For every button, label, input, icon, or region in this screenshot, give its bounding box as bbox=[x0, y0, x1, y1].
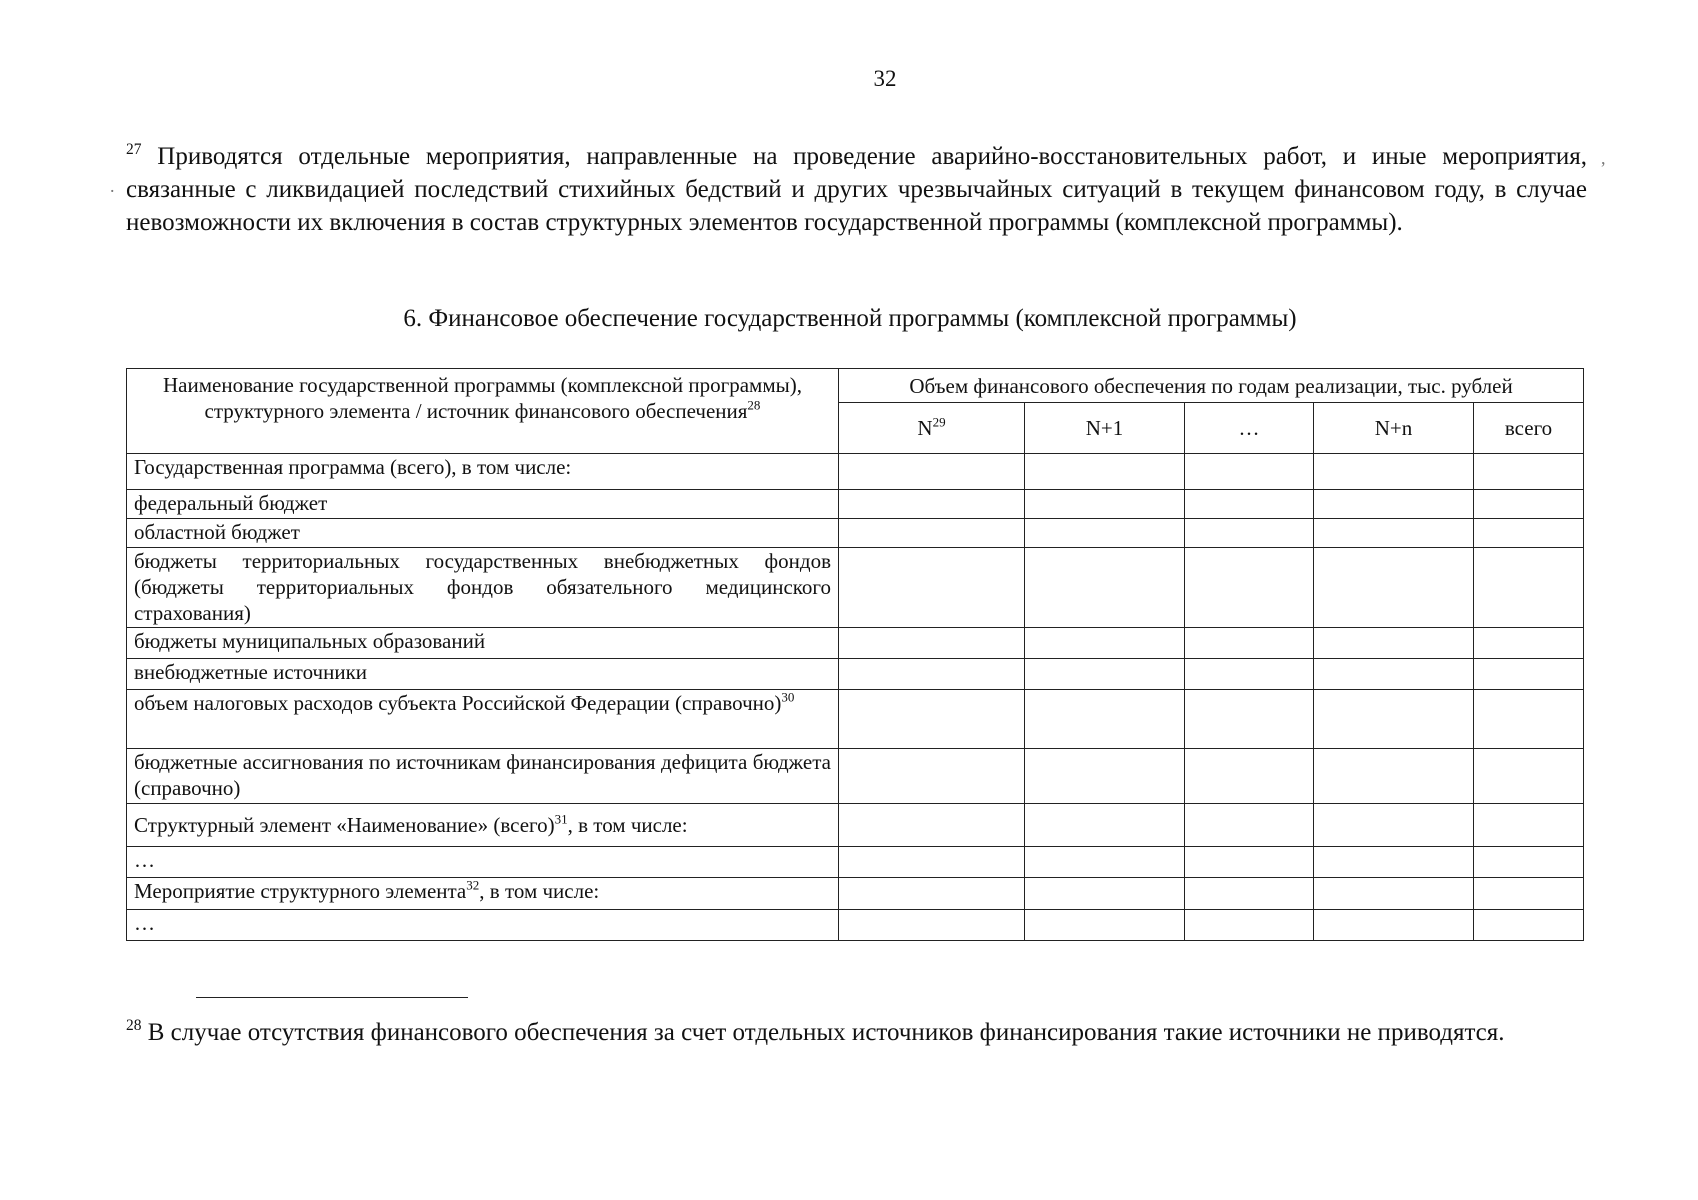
value-cell bbox=[839, 847, 1025, 878]
scan-speck: . bbox=[110, 176, 115, 196]
value-cell bbox=[1474, 454, 1584, 490]
value-cell bbox=[1314, 519, 1474, 548]
value-cell bbox=[1474, 847, 1584, 878]
table-row bbox=[127, 519, 1584, 548]
footnote-28 bbox=[126, 1016, 1587, 1049]
value-cell bbox=[1025, 847, 1185, 878]
value-cell bbox=[1185, 548, 1314, 628]
value-cell bbox=[1025, 659, 1185, 690]
year-header bbox=[1025, 403, 1185, 454]
row-label bbox=[127, 548, 839, 628]
value-cell bbox=[1185, 659, 1314, 690]
row-label bbox=[127, 749, 839, 804]
row-label-text: Мероприятие структурного элемента bbox=[134, 879, 467, 903]
table-row bbox=[127, 690, 1584, 749]
value-cell bbox=[1025, 519, 1185, 548]
row-label bbox=[127, 690, 839, 749]
value-cell bbox=[839, 804, 1025, 847]
year-header bbox=[1314, 403, 1474, 454]
value-cell bbox=[1474, 878, 1584, 910]
value-cell bbox=[1185, 490, 1314, 519]
footnote-marker: 27 bbox=[126, 140, 142, 158]
row-label bbox=[127, 659, 839, 690]
value-cell bbox=[1025, 749, 1185, 804]
value-cell bbox=[1314, 910, 1474, 941]
financing-table bbox=[126, 368, 1584, 941]
table-row bbox=[127, 548, 1584, 628]
value-cell bbox=[1474, 659, 1584, 690]
value-cell bbox=[1474, 490, 1584, 519]
footnote-marker: 28 bbox=[126, 1016, 142, 1034]
value-cell bbox=[839, 548, 1025, 628]
year-header-text: всего bbox=[1504, 416, 1553, 440]
table-row bbox=[127, 749, 1584, 804]
value-cell bbox=[839, 749, 1025, 804]
value-cell bbox=[1314, 490, 1474, 519]
row-label bbox=[127, 490, 839, 519]
value-cell bbox=[1474, 519, 1584, 548]
name-column-header bbox=[127, 369, 839, 454]
row-label-text: объем налоговых расходов субъекта Российской Федерации (справочно) bbox=[134, 691, 782, 715]
row-label-tail: , в том числе: bbox=[567, 813, 688, 837]
row-label bbox=[127, 628, 839, 659]
footnote-text: В случае отсутствия финансового обеспечения за счет отдельных источников финансирования такие источники не приводятся. bbox=[147, 1019, 1505, 1046]
page-number: 32 bbox=[873, 66, 897, 91]
table-header-row bbox=[127, 369, 1584, 403]
value-cell bbox=[1314, 878, 1474, 910]
row-label bbox=[127, 878, 839, 910]
name-header-text: Наименование государственной программы (комплексной программы), структурного элемента / источник финансового обеспечения bbox=[163, 373, 802, 423]
value-cell bbox=[1474, 548, 1584, 628]
table-row bbox=[127, 454, 1584, 490]
year-header-text: … bbox=[1238, 416, 1260, 440]
table-row bbox=[127, 628, 1584, 659]
year-header-sup: 29 bbox=[932, 414, 946, 430]
value-cell bbox=[1185, 519, 1314, 548]
row-label-text: федеральный бюджет bbox=[134, 491, 328, 515]
row-label-text: бюджеты муниципальных образований bbox=[134, 629, 486, 653]
year-header bbox=[1185, 403, 1314, 454]
value-cell bbox=[1474, 628, 1584, 659]
value-cell bbox=[1185, 847, 1314, 878]
year-header-text: N bbox=[917, 416, 933, 440]
value-cell bbox=[1185, 910, 1314, 941]
year-header bbox=[839, 403, 1025, 454]
value-cell bbox=[1474, 749, 1584, 804]
value-cell bbox=[1025, 690, 1185, 749]
value-cell bbox=[1314, 548, 1474, 628]
value-cell bbox=[1314, 454, 1474, 490]
row-label-sup: 31 bbox=[554, 811, 568, 827]
row-label-tail: , в том числе: bbox=[479, 879, 600, 903]
value-cell bbox=[1185, 454, 1314, 490]
value-cell bbox=[839, 690, 1025, 749]
value-cell bbox=[1314, 749, 1474, 804]
value-cell bbox=[1185, 878, 1314, 910]
value-cell bbox=[839, 628, 1025, 659]
value-cell bbox=[1314, 847, 1474, 878]
value-cell bbox=[1025, 490, 1185, 519]
volume-column-header: Объем финансового обеспечения по годам реализации, тыс. рублей bbox=[839, 369, 1584, 403]
table-row bbox=[127, 847, 1584, 878]
table-row bbox=[127, 910, 1584, 941]
value-cell bbox=[1474, 804, 1584, 847]
table-row bbox=[127, 804, 1584, 847]
row-label-text: Структурный элемент «Наименование» (всего) bbox=[134, 813, 555, 837]
row-label-text: Государственная программа (всего), в том числе: bbox=[134, 455, 572, 479]
row-label-text: внебюджетные источники bbox=[134, 660, 368, 684]
row-label-text: бюджеты территориальных государственных внебюджетных фондов (бюджеты территориальных фондов обязательного медицинского страхования) bbox=[134, 549, 831, 625]
row-label bbox=[127, 910, 839, 941]
table-row bbox=[127, 659, 1584, 690]
row-label-text: бюджетные ассигнования по источникам финансирования дефицита бюджета (справочно) bbox=[134, 750, 831, 800]
name-header-sup: 28 bbox=[747, 397, 761, 413]
value-cell bbox=[1025, 878, 1185, 910]
row-label-text: областной бюджет bbox=[134, 520, 300, 544]
row-label bbox=[127, 847, 839, 878]
value-cell bbox=[1025, 454, 1185, 490]
row-label bbox=[127, 804, 839, 847]
row-label-sup: 30 bbox=[781, 689, 795, 705]
year-header-text: N+n bbox=[1374, 416, 1413, 440]
value-cell bbox=[1185, 749, 1314, 804]
footnote-separator bbox=[196, 997, 468, 998]
value-cell bbox=[1474, 910, 1584, 941]
value-cell bbox=[839, 519, 1025, 548]
row-label bbox=[127, 519, 839, 548]
value-cell bbox=[1474, 690, 1584, 749]
scan-speck: , bbox=[1601, 148, 1606, 168]
total-header bbox=[1474, 403, 1584, 454]
value-cell bbox=[839, 910, 1025, 941]
value-cell bbox=[1185, 628, 1314, 659]
row-label-sup: 32 bbox=[466, 877, 480, 893]
value-cell bbox=[1314, 659, 1474, 690]
footnote-27 bbox=[126, 140, 1587, 239]
table-row bbox=[127, 490, 1584, 519]
value-cell bbox=[1025, 910, 1185, 941]
row-label bbox=[127, 454, 839, 490]
value-cell bbox=[1025, 804, 1185, 847]
value-cell bbox=[1025, 548, 1185, 628]
value-cell bbox=[1185, 804, 1314, 847]
value-cell bbox=[839, 490, 1025, 519]
row-label-text: … bbox=[134, 911, 155, 935]
section-title: 6. Финансовое обеспечение государственной программы (комплексной программы) bbox=[403, 305, 1297, 332]
footnote-text: Приводятся отдельные мероприятия, направленные на проведение аварийно-восстановительных работ, и иные мероприятия, связанные с ликвидацией последствий стихийных бедствий и других чрезвычайных ситуаций в текущем финансовом году, в случае невозможности их включения в состав структурных элементов государственной программы (комплексной программы). bbox=[126, 143, 1588, 236]
year-header-text: N+1 bbox=[1085, 416, 1124, 440]
value-cell bbox=[1314, 628, 1474, 659]
value-cell bbox=[1314, 804, 1474, 847]
value-cell bbox=[839, 659, 1025, 690]
table-row bbox=[127, 878, 1584, 910]
value-cell bbox=[1185, 690, 1314, 749]
value-cell bbox=[839, 878, 1025, 910]
value-cell bbox=[1025, 628, 1185, 659]
value-cell bbox=[1314, 690, 1474, 749]
row-label-text: … bbox=[134, 848, 155, 872]
value-cell bbox=[839, 454, 1025, 490]
